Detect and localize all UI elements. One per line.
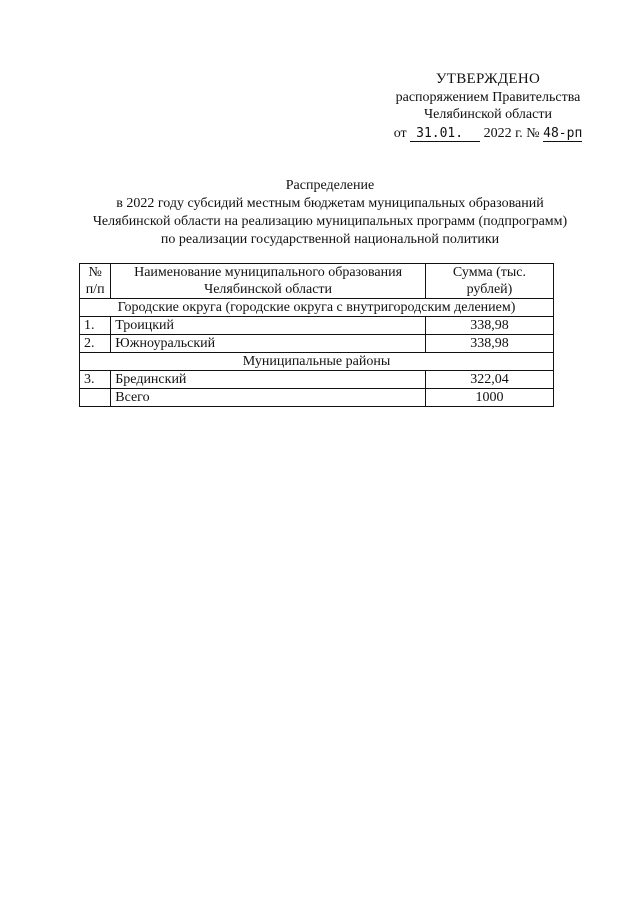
- approval-line-1: распоряжением Правительства: [395, 89, 581, 105]
- heading-line-2: Челябинской области на реализацию муниципальных программ (подпрограмм): [92, 214, 568, 229]
- date-prefix: от: [393, 125, 407, 141]
- header-name: Наименование муниципального образования Челябинской области: [111, 264, 426, 299]
- total-label: Всего: [111, 389, 426, 407]
- row-sum: 322,04: [425, 371, 553, 389]
- row-number: 2.: [80, 335, 111, 353]
- section-row: [80, 299, 554, 317]
- row-name: Южноуральский: [111, 335, 426, 353]
- header-sum: Сумма (тыс. рублей): [425, 264, 553, 299]
- distribution-table: [79, 263, 554, 407]
- table-row: [80, 317, 554, 335]
- row-sum: 338,98: [425, 317, 553, 335]
- total-number-cell: [80, 389, 111, 407]
- table-row: [80, 335, 554, 353]
- heading-line-1: в 2022 году субсидий местным бюджетам муниципальных образований: [116, 196, 544, 211]
- approval-line-2: Челябинской области: [424, 107, 552, 122]
- section-city-districts: Городские округа (городские округа с внутригородским делением): [80, 299, 554, 317]
- header-number: № п/п: [80, 264, 111, 299]
- table-row: [80, 371, 554, 389]
- approval-title: УТВЕРЖДЕНО: [435, 71, 541, 87]
- section-municipal-districts: Муниципальные районы: [80, 353, 554, 371]
- approval-block: [372, 71, 604, 142]
- row-name: Брединский: [111, 371, 426, 389]
- heading-line-3: по реализации государственной национальной политики: [160, 232, 500, 247]
- document-heading: [60, 177, 600, 249]
- row-name: Троицкий: [111, 317, 426, 335]
- total-sum: 1000: [425, 389, 553, 407]
- total-row: [80, 389, 554, 407]
- row-number: 1.: [80, 317, 111, 335]
- handwritten-date: 31.01.: [410, 127, 480, 142]
- year-text: 2022 г. №: [483, 125, 540, 141]
- section-row: [80, 353, 554, 371]
- heading-title: Распределение: [285, 178, 375, 193]
- row-number: 3.: [80, 371, 111, 389]
- table-header-row: [80, 264, 554, 299]
- handwritten-number: 48-рп: [543, 125, 583, 141]
- row-sum: 338,98: [425, 335, 553, 353]
- approval-date-line: [372, 125, 604, 143]
